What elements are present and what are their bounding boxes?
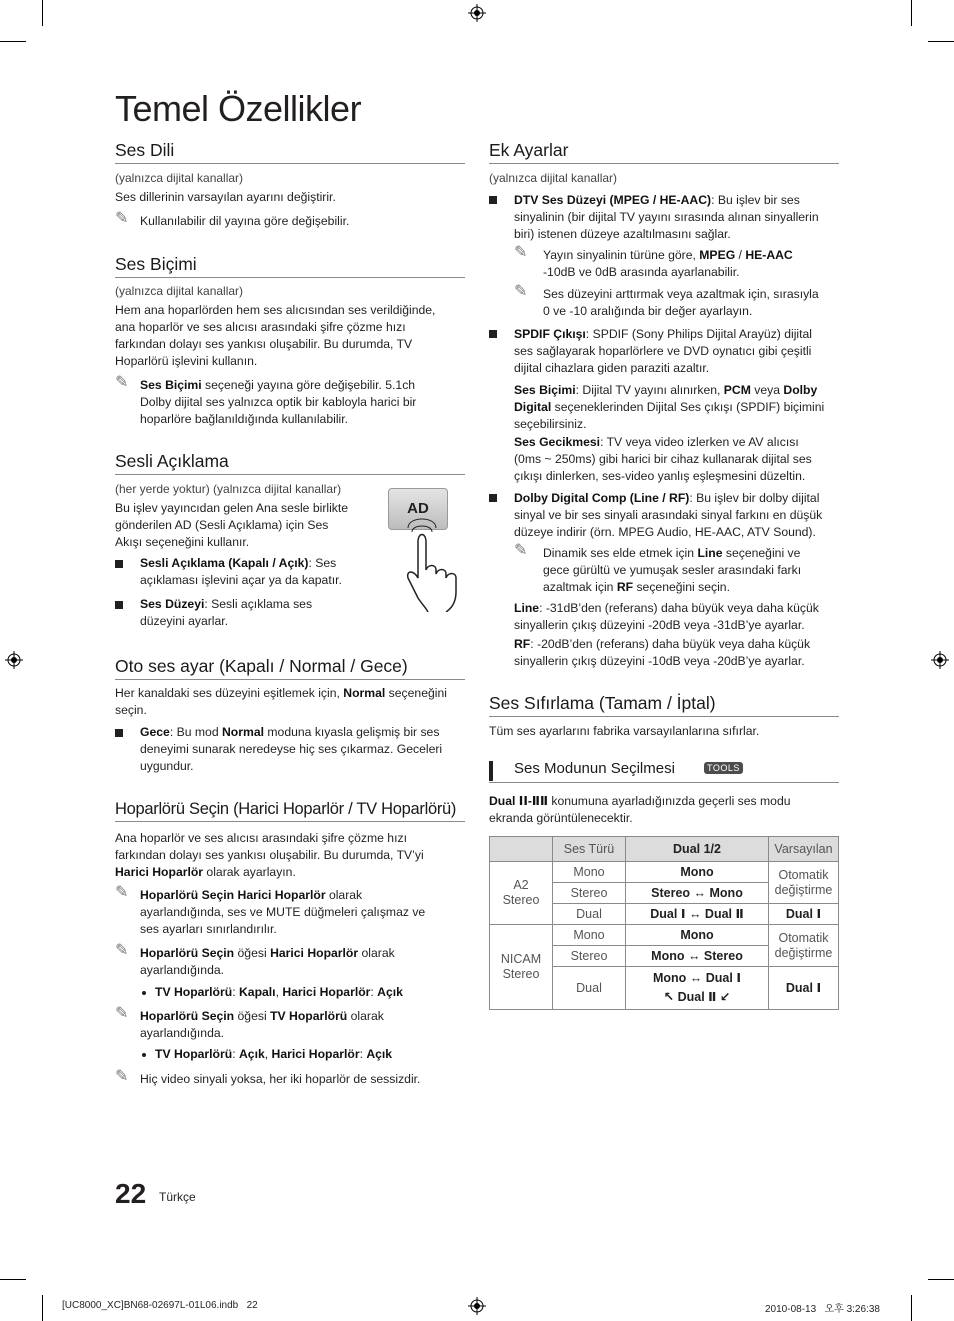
body-text: Dual ⅠⅠ-ⅡⅡ konumuna ayarladığınızda geçerli ses modu: [489, 794, 791, 808]
memo-text: ayarlandığında, ses ve MUTE düğmeleri çalışmaz ve: [140, 905, 426, 919]
registration-mark-icon: [468, 1297, 486, 1315]
table-cell: Dual Ⅰ: [769, 967, 839, 1010]
body-text: Digital seçeneklerinden Dijital Ses çıkışı (SPDIF) biçimini: [514, 400, 825, 414]
sound-mode-table: [489, 836, 839, 1010]
body-text: RF: -20dB’den (referans) daha büyük veya daha küçük: [514, 637, 811, 651]
crop-mark: [42, 1295, 43, 1321]
language-label: Türkçe: [159, 1190, 196, 1204]
memo-text: Dinamik ses elde etmek için Line seçeneğini ve: [543, 546, 801, 560]
memo-pencil-icon: ✎: [115, 1068, 129, 1085]
body-text: sinyallerin çıkış düzeyini -10dB veya -20dB’ye ayarlar.: [514, 654, 805, 668]
body-text: Ana hoparlör ve ses alıcısı arasındaki şifre çözme hızı: [115, 831, 407, 845]
memo-pencil-icon: ✎: [514, 283, 528, 300]
memo-text: ayarlandığında.: [140, 1026, 225, 1040]
body-text: gönderilen AD (Sesli Açıklama) için Ses: [115, 518, 329, 532]
bullet-square-icon: [115, 601, 123, 609]
body-text: sinyallerin çıkış düzeyini -20dB veya -31dB’ye ayarlar.: [514, 618, 805, 632]
memo-text: ses ayarları sınırlandırılır.: [140, 922, 277, 936]
registration-mark-icon: [468, 4, 486, 22]
subheading-text: Ses Modunun Seçilmesi: [514, 760, 675, 777]
table-row: [490, 862, 839, 883]
body-text: Tüm ses ayarlarını fabrika varsayılanlarına sıfırlar.: [489, 724, 760, 738]
print-date: 2010-08-13 오후 3:26:38: [765, 1304, 880, 1315]
bullet-square-icon: [489, 494, 497, 502]
memo-text: ayarlandığında.: [140, 963, 225, 977]
ad-button-label: AD: [407, 500, 429, 517]
section-heading-sesli-aciklama: Sesli Açıklama: [115, 451, 465, 475]
bullet-text: dijital cihazlara giden paraziti azaltır.: [514, 361, 710, 375]
table-cell: Dual Ⅰ: [769, 904, 839, 925]
section-heading-hoparloru-secin: Hoparlörü Seçin (Harici Hoparlör / TV Hoparlörü): [115, 800, 465, 822]
memo-text: Dolby dijital ses yalnızca optik bir kabloyla harici bir: [140, 395, 417, 409]
body-text: farkından dolayı ses yankısı oluşabilir. Bu durumda, TV: [115, 337, 413, 351]
bullet-text: Dolby Digital Comp (Line / RF): Bu işlev bir dolby dijital: [514, 491, 820, 505]
memo-pencil-icon: ✎: [115, 374, 129, 391]
file-info: [UC8000_XC]BN68-02697L-01L06.indb 22: [62, 1300, 258, 1311]
table-cell: Dual Ⅰ ↔ Dual Ⅱ: [626, 904, 769, 925]
bullet-text: biri) istenen düzeye azaltılmasını sağlar.: [514, 227, 731, 241]
note-text: (yalnızca dijital kanallar): [115, 284, 244, 298]
crop-mark: [42, 0, 43, 26]
memo-text: -10dB ve 0dB arasında ayarlanabilir.: [543, 265, 740, 279]
table-header-row: [490, 837, 839, 862]
body-text: Bu işlev yayıncıdan gelen Ana sesle birlikte: [115, 501, 349, 515]
body-text: Line: -31dB’den (referans) daha büyük veya daha küçük: [514, 601, 819, 615]
registration-mark-icon: [5, 651, 23, 669]
bullet-text: düzeyini ayarlar.: [140, 614, 229, 628]
section-heading-ses-sifirlama: Ses Sıfırlama (Tamam / İptal): [489, 693, 839, 717]
memo-text: Ses Biçimi seçeneği yayına göre değişebilir. 5.1ch: [140, 378, 416, 392]
body-text: seçin.: [115, 703, 147, 717]
body-text: Harici Hoparlör olarak ayarlayın.: [115, 865, 296, 879]
memo-text: azaltmak için RF seçeneğini seçin.: [543, 580, 730, 594]
memo-pencil-icon: ✎: [514, 542, 528, 559]
section-heading-ses-bicimi: Ses Biçimi: [115, 254, 465, 278]
table-cell: Mono: [626, 925, 769, 946]
memo-text: hoparlöre bağlanıldığında kullanılabilir.: [140, 412, 349, 426]
table-cell-line: ↖ Dual Ⅱ ↙: [663, 990, 731, 1004]
bullet-text: sinyalinin (bir dijital TV yayını sırasında alınan sinyallerin: [514, 210, 819, 224]
table-cell: Stereo: [553, 883, 626, 904]
table-cell: Mono: [553, 862, 626, 883]
body-text: ekranda görüntülenecektir.: [489, 811, 633, 825]
table-cell: NICAM Stereo: [490, 925, 553, 1010]
crop-mark: [911, 0, 912, 26]
registration-mark-icon: [931, 651, 949, 669]
bullet-text: DTV Ses Düzeyi (MPEG / HE-AAC): Bu işlev bir ses: [514, 193, 800, 207]
note-text: (her yerde yoktur) (yalnızca dijital kanallar): [115, 482, 342, 496]
memo-text: Yayın sinyalinin türüne göre, MPEG / HE-AAC: [543, 248, 793, 262]
bullet-text: sinyal ve bir ses sinyali arasındaki sinyal farkını en düşük: [514, 508, 823, 522]
memo-pencil-icon: ✎: [514, 244, 528, 261]
body-text: Ses Gecikmesi: TV veya video izlerken ve AV alıcısı: [514, 435, 799, 449]
table-header-cell: Ses Türü: [553, 837, 626, 862]
bullet-text: düzeye indirir (örn. MPEG Audio, HE-AAC, ATV Sound).: [514, 525, 816, 539]
hand-pointer-icon: [396, 512, 468, 612]
body-text: Ses Biçimi: Dijital TV yayını alınırken, PCM veya Dolby: [514, 383, 818, 397]
body-text: Ses dillerinin varsayılan ayarını değiştirir.: [115, 190, 336, 204]
table-header-cell: Dual 1/2: [626, 837, 769, 862]
memo-text: Hoparlörü Seçin Harici Hoparlör olarak: [140, 888, 363, 902]
crop-mark: [928, 1279, 954, 1280]
memo-pencil-icon: ✎: [115, 884, 129, 901]
section-heading-oto-ses-ayar: Oto ses ayar (Kapalı / Normal / Gece): [115, 656, 465, 680]
memo-pencil-icon: ✎: [115, 942, 129, 959]
memo-text: Kullanılabilir dil yayına göre değişebilir.: [140, 214, 350, 228]
table-cell: Mono: [553, 925, 626, 946]
body-text: ana hoparlör ve ses alıcısı arasındaki şifre çözme hızı: [115, 320, 406, 334]
table-cell: Stereo: [553, 946, 626, 967]
memo-text: Hoparlörü Seçin öğesi TV Hoparlörü olarak: [140, 1009, 384, 1023]
memo-text: Ses düzeyini arttırmak veya azaltmak için, sırasıyla: [543, 287, 819, 301]
bullet-text: TV Hoparlörü: Açık, Harici Hoparlör: Açık: [155, 1047, 393, 1061]
body-text: (0ms ~ 250ms) gibi harici bir cihaz kullanarak dijital ses: [514, 452, 812, 466]
bullet-text: Ses Düzeyi: Sesli açıklama ses: [140, 597, 313, 611]
memo-text: Hoparlörü Seçin öğesi Harici Hoparlör olarak: [140, 946, 395, 960]
memo-pencil-icon: ✎: [115, 1005, 129, 1022]
note-text: (yalnızca dijital kanallar): [489, 171, 618, 185]
page-title: Temel Özellikler: [115, 88, 362, 129]
bullet-square-icon: [115, 560, 123, 568]
crop-mark: [928, 41, 954, 42]
section-heading-ses-dili: Ses Dili: [115, 140, 465, 164]
memo-text: 0 ve -10 aralığında bir değer ayarlayın.: [543, 304, 753, 318]
bullet-text: açıklaması işlevini açar ya da kapatır.: [140, 573, 342, 587]
table-header-cell: [490, 837, 553, 862]
crop-mark: [911, 1295, 912, 1321]
table-cell: Mono: [626, 862, 769, 883]
table-cell: [626, 967, 769, 1010]
section-heading-ek-ayarlar: Ek Ayarlar: [489, 140, 839, 164]
bullet-text: TV Hoparlörü: Kapalı, Harici Hoparlör: Açık: [155, 985, 403, 999]
body-text: Her kanaldaki ses düzeyini eşitlemek için, Normal seçeneğini: [115, 686, 447, 700]
bullet-square-icon: [115, 729, 123, 737]
table-row: [490, 925, 839, 946]
bullet-dot-icon: [142, 1053, 146, 1057]
bullet-text: uygundur.: [140, 759, 194, 773]
memo-text: Hiç video sinyali yoksa, her iki hoparlör de sessizdir.: [140, 1072, 421, 1086]
note-text: (yalnızca dijital kanallar): [115, 171, 244, 185]
subheading-ses-modu: [489, 758, 839, 783]
table-cell: Otomatik değiştirme: [769, 925, 839, 967]
bullet-text: SPDIF Çıkışı: SPDIF (Sony Philips Dijital Arayüz) dijital: [514, 327, 813, 341]
table-cell: Mono ↔ Stereo: [626, 946, 769, 967]
bullet-text: Gece: Bu mod Normal moduna kıyasla gelişmiş bir ses: [140, 725, 440, 739]
bullet-text: ses sağlayarak hoparlörlere ve DVD oynatıcı gibi çeşitli: [514, 344, 812, 358]
table-cell: Dual: [553, 904, 626, 925]
table-cell: A2 Stereo: [490, 862, 553, 925]
bullet-square-icon: [489, 196, 497, 204]
body-text: Hoparlörü işlevini kullanın.: [115, 354, 258, 368]
table-cell-line: Mono ↔ Dual Ⅰ: [653, 971, 741, 985]
table-cell: Otomatik değiştirme: [769, 862, 839, 904]
bullet-dot-icon: [142, 991, 146, 995]
table-header-cell: Varsayılan: [769, 837, 839, 862]
body-text: çıkışı dinlerken, ses-video yanlış eşleşmesini düzeltin.: [514, 469, 806, 483]
crop-mark: [0, 41, 26, 42]
tools-badge: TOOLS: [704, 762, 743, 774]
body-text: seçebilirsiniz.: [514, 417, 587, 431]
page-number: 22: [115, 1178, 147, 1209]
memo-text: gece gürültü ve yumuşak sesler arasındaki farkı: [543, 563, 802, 577]
bullet-square-icon: [489, 330, 497, 338]
body-text: Hem ana hoparlörden hem ses alıcısından ses verildiğinde,: [115, 303, 436, 317]
body-text: Akışı seçeneğini kullanır.: [115, 535, 250, 549]
table-cell: Dual: [553, 967, 626, 1010]
bullet-text: deneyimi sunarak neredeyse hiç ses çıkarmaz. Geceleri: [140, 742, 443, 756]
table-cell: Stereo ↔ Mono: [626, 883, 769, 904]
body-text: farkından dolayı ses yankısı oluşabilir. Bu durumda, TV’yi: [115, 848, 424, 862]
memo-pencil-icon: ✎: [115, 210, 129, 227]
crop-mark: [0, 1279, 26, 1280]
bullet-text: Sesli Açıklama (Kapalı / Açık): Ses: [140, 556, 337, 570]
